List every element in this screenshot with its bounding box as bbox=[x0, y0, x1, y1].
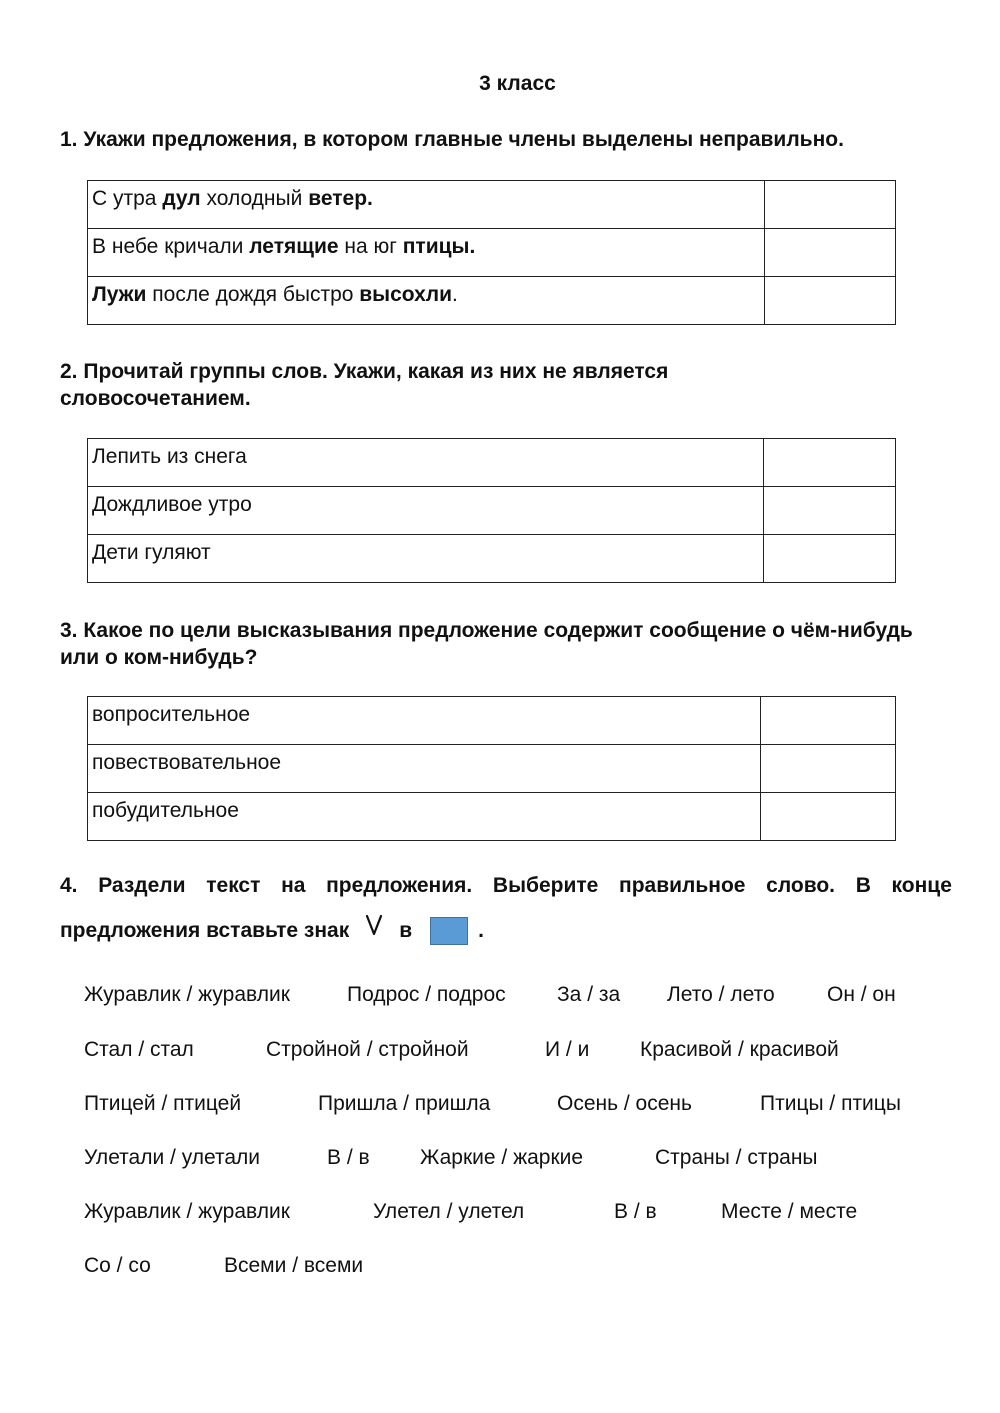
question-1 bbox=[60, 126, 940, 153]
highlighted-word: высохли bbox=[359, 283, 453, 306]
answer-checkbox[interactable] bbox=[764, 535, 896, 583]
answer-checkbox[interactable] bbox=[761, 793, 896, 841]
question-word: предложения. bbox=[326, 874, 473, 897]
answer-table-1 bbox=[87, 180, 896, 325]
question-text-part: . bbox=[478, 919, 484, 942]
word-choice[interactable]: Красивой / красивой bbox=[640, 1038, 839, 1061]
question-word: слово. bbox=[766, 874, 836, 897]
answer-table-3 bbox=[87, 696, 896, 841]
highlighted-word: ветер. bbox=[308, 187, 373, 210]
word-choice[interactable]: Птицы / птицы bbox=[760, 1092, 901, 1115]
word-choice[interactable]: Он / он bbox=[827, 983, 896, 1006]
answer-row bbox=[88, 229, 896, 277]
word-choice[interactable]: Месте / месте bbox=[721, 1200, 858, 1223]
word-choice[interactable]: Жаркие / жаркие bbox=[420, 1146, 584, 1169]
page-title: 3 класс bbox=[479, 72, 556, 95]
answer-box-sample bbox=[430, 917, 468, 945]
question-word: на bbox=[281, 874, 306, 897]
answer-option-text: Дождливое утро bbox=[88, 487, 764, 535]
word-choice[interactable]: За / за bbox=[557, 983, 621, 1006]
word-choice[interactable]: Лето / лето bbox=[667, 983, 775, 1006]
word-choice[interactable]: Улетел / улетел bbox=[373, 1200, 525, 1223]
answer-option-text bbox=[88, 277, 765, 325]
question-word: правильное bbox=[619, 874, 746, 897]
word-choice[interactable]: Журавлик / журавлик bbox=[84, 983, 290, 1006]
answer-checkbox[interactable] bbox=[764, 439, 896, 487]
question-word: Раздели bbox=[98, 874, 186, 897]
answer-option-text: Дети гуляют bbox=[88, 535, 764, 583]
word-choice[interactable]: Пришла / пришла bbox=[318, 1092, 491, 1115]
answer-option-text: повествовательное bbox=[88, 745, 761, 793]
answer-option-text: Лепить из снега bbox=[88, 439, 764, 487]
answer-option-text: вопросительное bbox=[88, 697, 761, 745]
answer-row bbox=[88, 487, 896, 535]
word-choice[interactable]: В / в bbox=[327, 1146, 370, 1169]
question-text: Укажи предложения, в котором главные члены выделены неправильно. bbox=[83, 128, 844, 151]
sentence-fragment: В небе кричали bbox=[92, 235, 250, 258]
word-choice[interactable]: Страны / страны bbox=[655, 1146, 818, 1169]
word-choice[interactable]: Улетали / улетали bbox=[84, 1146, 261, 1169]
question-word: конце bbox=[891, 874, 952, 897]
question-word: В bbox=[855, 874, 871, 897]
word-choice[interactable]: Подрос / подрос bbox=[347, 983, 506, 1006]
answer-row bbox=[88, 793, 896, 841]
question-number: 1. bbox=[60, 128, 78, 151]
answer-row bbox=[88, 439, 896, 487]
answer-table-2 bbox=[87, 438, 896, 583]
word-choice[interactable]: И / и bbox=[545, 1038, 590, 1061]
question-4 bbox=[60, 874, 952, 946]
highlighted-word: летящие bbox=[249, 235, 339, 258]
highlighted-word: птицы. bbox=[402, 235, 476, 258]
answer-checkbox[interactable] bbox=[761, 697, 896, 745]
answer-option-text bbox=[88, 181, 765, 229]
question-number: 2. bbox=[60, 360, 78, 383]
answer-row bbox=[88, 181, 896, 229]
question-text-part: предложения вставьте знак bbox=[60, 919, 350, 942]
word-choice[interactable]: Журавлик / журавлик bbox=[84, 1200, 290, 1223]
checkmark-v-icon bbox=[365, 910, 383, 940]
question-number: 3. bbox=[60, 619, 78, 642]
answer-option-text bbox=[88, 229, 765, 277]
question-text-line-2 bbox=[60, 916, 952, 946]
word-choice[interactable]: Птицей / птицей bbox=[84, 1092, 242, 1115]
word-choice[interactable]: Со / со bbox=[84, 1254, 151, 1277]
question-3 bbox=[60, 617, 945, 671]
sentence-fragment: после дождя быстро bbox=[146, 283, 360, 306]
word-choice[interactable]: Стройной / стройной bbox=[266, 1038, 469, 1061]
question-text: Прочитай группы слов. Укажи, какая из них не является словосочетанием. bbox=[60, 360, 669, 410]
question-word: текст bbox=[206, 874, 261, 897]
question-number: 4. bbox=[60, 874, 78, 897]
answer-checkbox[interactable] bbox=[765, 181, 896, 229]
answer-checkbox[interactable] bbox=[761, 745, 896, 793]
word-choice[interactable]: В / в bbox=[614, 1200, 657, 1223]
word-choice[interactable]: Всеми / всеми bbox=[224, 1254, 364, 1277]
sentence-fragment: С утра bbox=[92, 187, 163, 210]
highlighted-word: Лужи bbox=[92, 283, 147, 306]
highlighted-word: дул bbox=[162, 187, 201, 210]
answer-option-text: побудительное bbox=[88, 793, 761, 841]
sentence-fragment: . bbox=[452, 283, 458, 306]
answer-checkbox[interactable] bbox=[765, 229, 896, 277]
answer-row bbox=[88, 277, 896, 325]
answer-checkbox[interactable] bbox=[765, 277, 896, 325]
word-choice[interactable]: Осень / осень bbox=[557, 1092, 692, 1115]
word-choice[interactable]: Стал / стал bbox=[84, 1038, 194, 1061]
question-text: Какое по цели высказывания предложение содержит сообщение о чём-нибудь или о ком-нибудь? bbox=[60, 619, 913, 669]
question-word: Выберите bbox=[492, 874, 599, 897]
question-text-line-1 bbox=[60, 874, 952, 902]
answer-row bbox=[88, 745, 896, 793]
answer-row bbox=[88, 697, 896, 745]
answer-row bbox=[88, 535, 896, 583]
question-text-part: в bbox=[399, 919, 413, 942]
sentence-fragment: на юг bbox=[338, 235, 403, 258]
sentence-fragment: холодный bbox=[200, 187, 309, 210]
question-2 bbox=[60, 358, 820, 412]
answer-checkbox[interactable] bbox=[764, 487, 896, 535]
